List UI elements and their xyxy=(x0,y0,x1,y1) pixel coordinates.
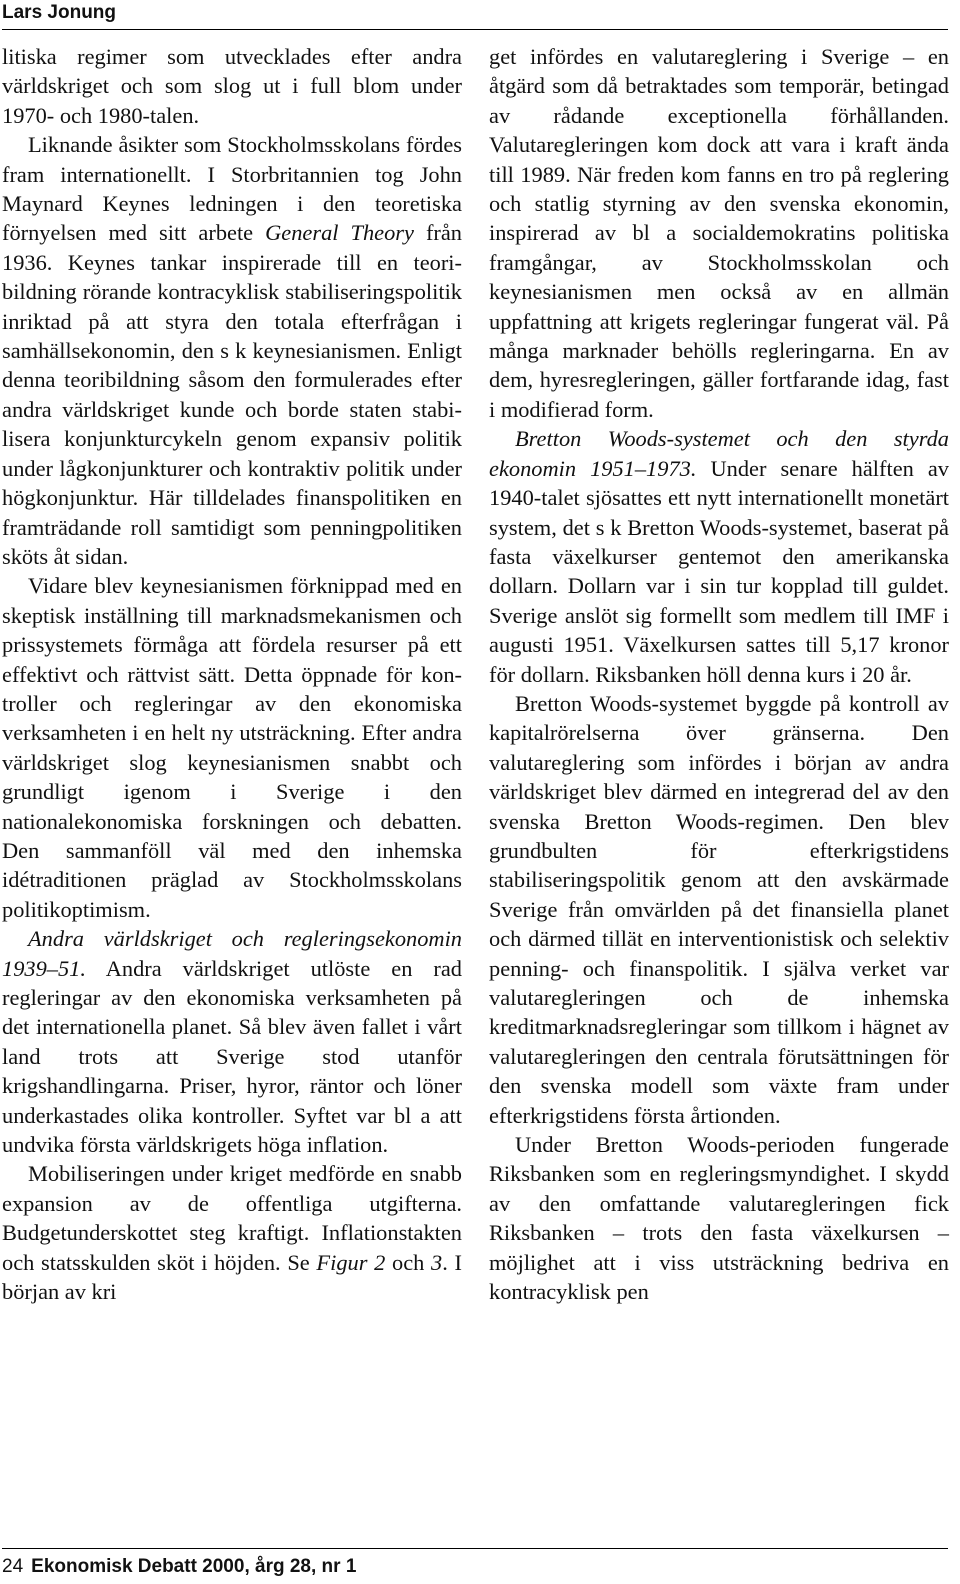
text-run: Mobiliseringen under kriget medförde en snabb expansion av de offentliga utgifterna. Budgetunderskottet steg kraftigt. Inflationstakten och statsskulden sköt i höjden. Se xyxy=(2,1161,462,1275)
paragraph xyxy=(2,924,462,1159)
text-run: och xyxy=(385,1249,432,1275)
page-number: 24 xyxy=(2,1556,24,1577)
text-run: Liknande åsikter som Stockholmsskolans fördes fram internationellt. I Storbritannien tog John Maynard Keynes ledningen i den teoretiska förnyelsen med sitt arbete xyxy=(2,132,462,246)
journal-citation: Ekonomisk Debatt 2000, årg 28, nr 1 xyxy=(31,1556,357,1577)
figure-reference: Figur 2 xyxy=(316,1249,386,1275)
left-column xyxy=(2,42,462,1306)
paragraph: Vidare blev keynesianismen förknippad med en skeptisk inställning till marknadsmekanismen och prissystemets förmåga att fördela resurser på ett effektivt och rättvist sätt. Detta öppnade för kontroller och regleringar av den ekonomiska verksamheten i en helt ny utsträckning. Efter andra världskriget slog keynesianismen snabbt och grundligt igenom i Sverige i den nationalekonomiska forskningen och debatten. Den sammanföll väl med den inhemska idétraditionen präglad av Stockholmsskolans politikoptimism. xyxy=(2,573,462,922)
paragraph: Under Bretton Woods-perioden fungerade Riksbanken som en regleringsmyndighet. I skydd av den omfattande valutaregleringen fick Riksbanken – trots den fasta växelkursen – möjlighet att i viss utsträckning bedriva en kontracyklisk pen xyxy=(489,1132,949,1305)
text-run: . I början av kri xyxy=(2,1249,462,1305)
paragraph: Bretton Woods-systemet byggde på kontroll av kapitalrörelserna över gränserna. Den valutareglering som infördes i början av andra världskriget blev därmed en integrerad del av den svenska Bretton Woods-regimen. Den blev grundbulten för efterkrigstidens stabiliseringspolitik genom att den avskärmade Sverige från omvärlden på det finansiella planet och därmed tillät en interventionistisk och selektiv penning- och finanspolitik. I själva verket var valutaregleringen och de inhemska kreditmarknadsregleringar som tillkom i hägnet av valutaregleringen den centrala förutsättningen för den svenska modell som växte fram under efterkrigstidens första årtionden. xyxy=(489,690,949,1128)
section-heading: Bretton Woods-systemet och den styrda ekonomin 1951–1973. xyxy=(489,426,949,481)
running-head-author: Lars Jonung xyxy=(2,2,117,23)
right-column xyxy=(489,42,949,1306)
page-footer xyxy=(2,1553,356,1581)
text-run: Andra världskriget utlöste en rad regleringar av den ekonomiska verksamheten på det internationella planet. Så blev även fallet i vårt land trots att Sverige stod utanför krigshandlingarna. Priser, hyror, räntor och löner underkastades olika kontroller. Syftet var bl a att undvika första världskrigets höga inflation. xyxy=(2,955,462,1158)
footer-rule xyxy=(2,1548,948,1549)
text-run: från 1936. Keynes tankar inspirerade till en teoribildning rörande kontracyklisk stabiliseringspolitik inriktad på att styra den totala efterfrågan i samhällsekonomin, den s k keynesianismen. Enligt denna teoribildning såsom den formulerades efter andra världskriget kunde och borde staten stabilisera konjunkturcykeln genom expansiv politik under lågkonjunkturer och kontraktiv politik under högkonjunktur. Här tilldelades finanspolitiken en framträdande roll samtidigt som penningpolitiken sköts åt sidan. xyxy=(2,220,462,569)
paragraph: get infördes en valutareglering i Sverige – en åtgärd som då betraktades som temporär, betingad av rådande exceptionella förhållanden. Valutaregleringen kom dock att vara i kraft ända till 1989. När freden kom fanns en tro på reglering och statlig styrning av den svenska ekonomin, inspirerad av bl a socialdemokratins politiska framgångar, av Stockholmsskolan och keynesianismen men också av en allmän uppfattning att krigets regleringar fungerat väl. På många marknader behölls regleringarna. En av dem, hyresregleringen, gäller fortfarande idag, fast i modifierad form. xyxy=(489,44,949,422)
header-rule xyxy=(2,29,948,30)
figure-reference: 3 xyxy=(431,1249,443,1275)
paragraph xyxy=(489,424,949,689)
paragraph: litiska regimer som utvecklades efter andra världskriget och som slog ut i full blom under 1970- och 1980-talen. xyxy=(2,44,462,128)
text-run: Under senare hälften av 1940-talet sjösattes ett nytt internationellt monetärt system, det s k Bretton Woods-systemet, baserat på fasta växelkurser gentemot den amerikanska dollarn. Dollarn var i sin tur kopplad till guldet. Sverige anslöt sig formellt som medlem till IMF i augusti 1951. Växelkursen sattes till 5,17 kronor för dollarn. Riksbanken höll denna kurs i 20 år. xyxy=(489,455,949,687)
section-heading: Andra världskriget och regleringsekonomin 1939–51. xyxy=(2,926,462,981)
paragraph xyxy=(2,1159,462,1306)
book-title: General Theory xyxy=(265,220,414,246)
paragraph xyxy=(2,130,462,571)
